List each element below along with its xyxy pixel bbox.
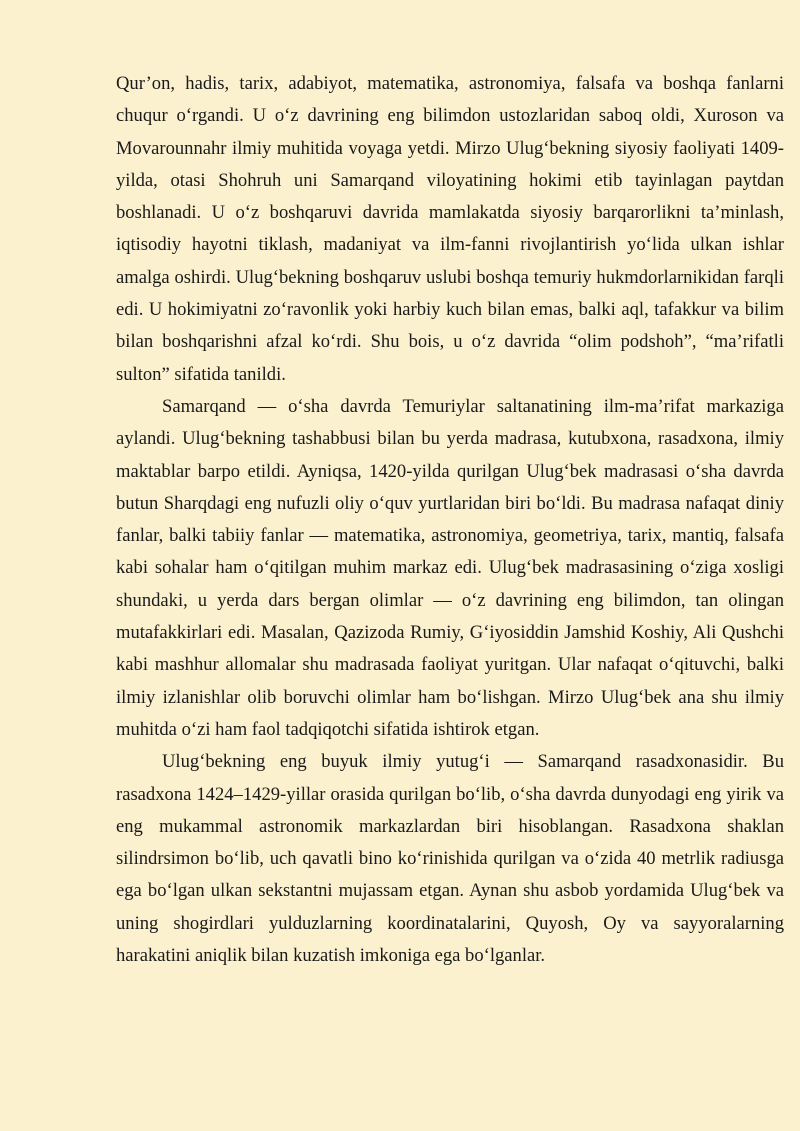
document-page <box>116 68 784 972</box>
paragraph-3: Ulug‘bekning eng buyuk ilmiy yutug‘i — Samarqand rasadxonasidir. Bu rasadxona 1424–1429-yillar orasida qurilgan bo‘lib, o‘sha davrda dunyodagi eng yirik va eng mukammal astronomik markazlardan biri hisoblangan. Rasadxona shaklan silindrsimon bo‘lib, uch qavatli bino ko‘rinishida qurilgan va o‘zida 40 metrlik radiusga ega bo‘lgan ulkan sekstantni mujassam etgan. Aynan shu asbob yordamida Ulug‘bek va uning shogirdlari yulduzlarning koordinatalarini, Quyosh, Oy va sayyoralarning harakatini aniqlik bilan kuzatish imkoniga ega bo‘lganlar. <box>116 751 784 967</box>
paragraph-1: Qur’on, hadis, tarix, adabiyot, matematika, astronomiya, falsafa va boshqa fanlarni chuqur o‘rgandi. U o‘z davrining eng bilimdon ustozlaridan saboq oldi, Xuroson va Movarounnahr ilmiy muhitida voyaga yetdi. Mirzo Ulug‘bekning siyosiy faoliyati 1409-yilda, otasi Shohruh uni Samarqand viloyatining hokimi etib tayinlagan paytdan boshlanadi. U o‘z boshqaruvi davrida mamlakatda siyosiy barqarorlikni ta’minlash, iqtisodiy hayotni tiklash, madaniyat va ilm-fanni rivojlantirish yo‘lida ulkan ishlar amalga oshirdi. Ulug‘bekning boshqaruv uslubi boshqa temuriy hukmdorlarnikidan farqli edi. U hokimiyatni zo‘ravonlik yoki harbiy kuch bilan emas, balki aql, tafakkur va bilim bilan boshqarishni afzal ko‘rdi. Shu bois, u o‘z davrida “olim podshoh”, “ma’rifatli sulton” sifatida tanildi. <box>116 73 784 385</box>
paragraph-2: Samarqand — o‘sha davrda Temuriylar saltanatining ilm-ma’rifat markaziga aylandi. Ulug‘bekning tashabbusi bilan bu yerda madrasa, kutubxona, rasadxona, ilmiy maktablar barpo etildi. Ayniqsa, 1420-yilda qurilgan Ulug‘bek madrasasi o‘sha davrda butun Sharqdagi eng nufuzli oliy o‘quv yurtlaridan biri bo‘ldi. Bu madrasa nafaqat diniy fanlar, balki tabiiy fanlar — matematika, astronomiya, geometriya, tarix, mantiq, falsafa kabi sohalar ham o‘qitilgan muhim markaz edi. Ulug‘bek madrasasining o‘ziga xosligi shundaki, u yerda dars bergan olimlar — o‘z davrining eng bilimdon, tan olingan mutafakkirlari edi. Masalan, Qazizoda Rumiy, G‘iyosiddin Jamshid Koshiy, Ali Qushchi kabi mashhur allomalar shu madrasada faoliyat yuritgan. Ular nafaqat o‘qituvchi, balki ilmiy izlanishlar olib boruvchi olimlar ham bo‘lishgan. Mirzo Ulug‘bek ana shu ilmiy muhitda o‘zi ham faol tadqiqotchi sifatida ishtirok etgan. <box>116 395 784 740</box>
